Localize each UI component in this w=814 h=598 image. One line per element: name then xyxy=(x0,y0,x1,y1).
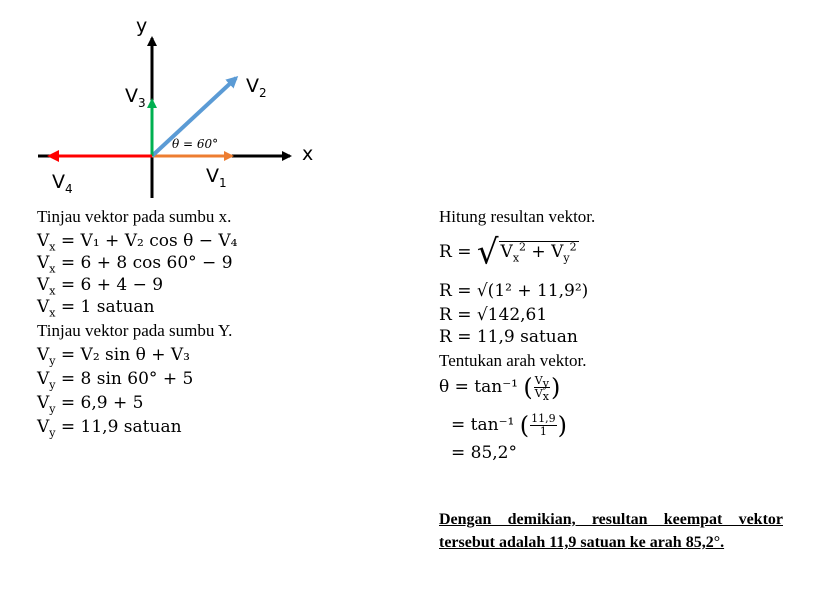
v3-label: $V_3$ xyxy=(125,85,146,110)
angle-label: θ = 60° xyxy=(172,137,219,151)
v4-label: $V_4$ xyxy=(52,171,73,196)
eq-vx-formula: $V_x = V_1 + V_2$ cos θ − V₄ xyxy=(37,231,238,254)
x-axis-label: x xyxy=(302,143,314,165)
eq-vy-result: $V_y = 11,9$ satuan xyxy=(37,417,182,440)
eq-r-sqrt: R = √142,61 xyxy=(439,305,548,325)
y-axis-label: y xyxy=(136,15,148,37)
heading-resultant: Hitung resultan vektor. xyxy=(439,207,596,226)
eq-vy-substitution: $V_y = 8$ sin 60° + 5 xyxy=(37,369,194,392)
eq-theta-result: = 85,2° xyxy=(451,443,517,463)
eq-vx-simplified: $V_x = 6 + 4 - 9$ xyxy=(37,275,164,298)
eq-vx-result: $V_x = 1$ satuan xyxy=(37,297,155,320)
eq-r-formula: R = √ $V_x^2 + V_y^2$ xyxy=(439,232,577,273)
heading-x-components: Tinjau vektor pada sumbu x. xyxy=(37,207,232,226)
eq-vy-simplified: $V_y = 6,9 + 5$ xyxy=(37,393,144,416)
v1-label: $V_1$ xyxy=(206,165,227,190)
eq-theta-substitution: = tan⁻¹ ( $\frac{11,9}{1}$ ) xyxy=(451,411,568,440)
eq-theta-formula: θ = tan⁻¹ ( $\frac{V_y}{V_x}$ ) xyxy=(439,373,561,404)
conclusion-text: Dengan demikian, resultan keempat vektor tersebut adalah 11,9 satuan ke arah 85,2°. xyxy=(439,511,783,551)
eq-vy-formula: $V_y = V_2$ sin θ + V₃ xyxy=(37,345,190,368)
heading-direction: Tentukan arah vektor. xyxy=(439,351,587,370)
eq-r-substitution: R = √(1² + 11,9²) xyxy=(439,281,589,301)
eq-r-result: R = 11,9 satuan xyxy=(439,327,578,347)
v2-label: $V_2$ xyxy=(246,75,267,100)
heading-y-components: Tinjau vektor pada sumbu Y. xyxy=(37,321,233,340)
vector-diagram xyxy=(0,0,330,200)
eq-vx-substitution: $V_x = 6 + 8$ cos 60° − 9 xyxy=(37,253,233,276)
